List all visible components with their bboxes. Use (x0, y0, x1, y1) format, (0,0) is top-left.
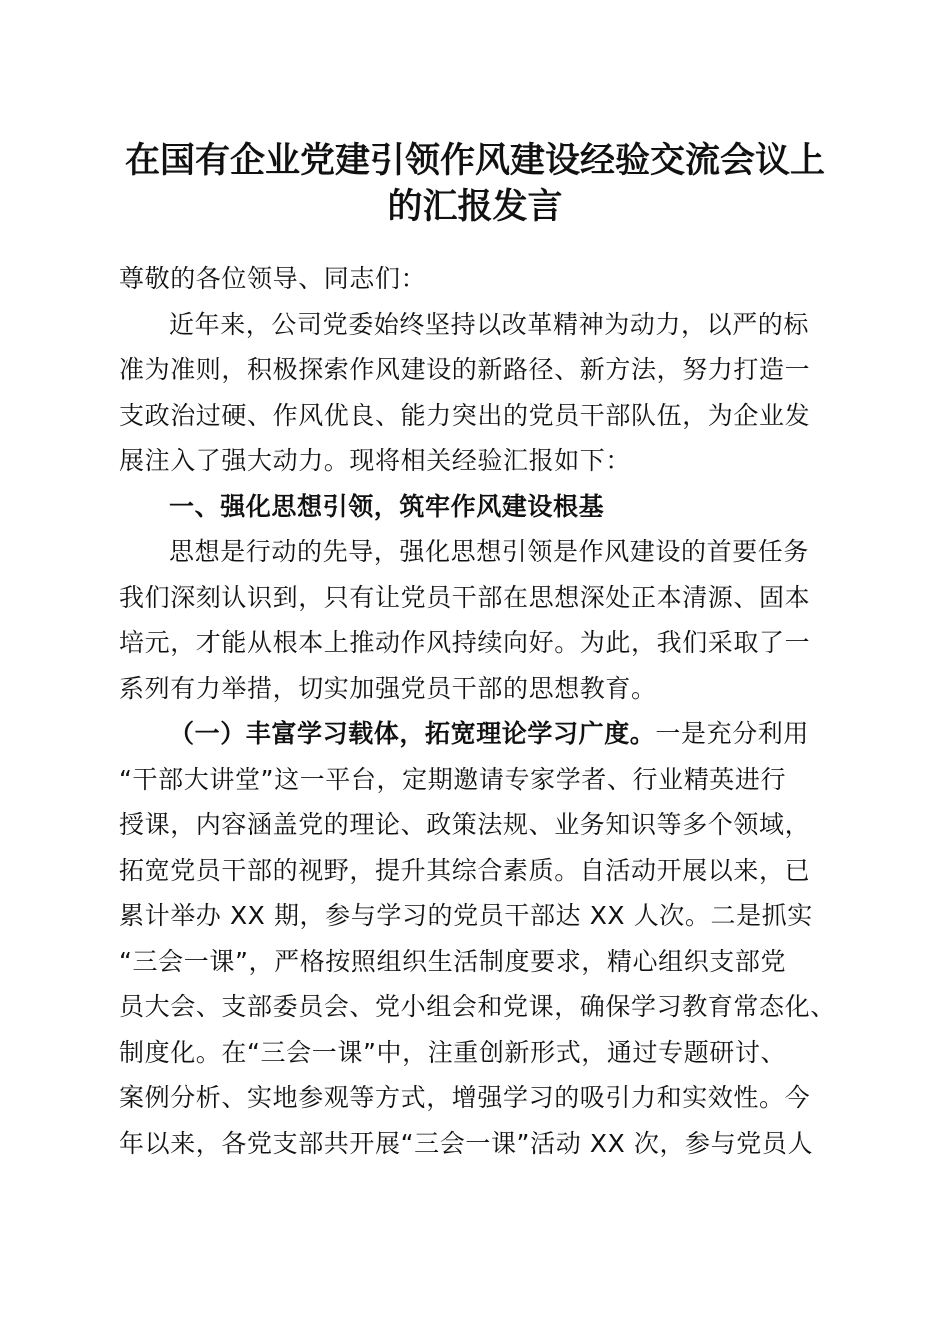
paragraph-line: 累计举办 XX 期，参与学习的党员干部达 XX 人次。二是抓实 (119, 901, 813, 930)
salutation: 尊敬的各位领导、同志们： (119, 264, 427, 293)
document-title (100, 138, 850, 230)
paragraph-line: 思想是行动的先导，强化思想引领是作风建设的首要任务 (169, 537, 810, 566)
subsection-first-line-text: 一是充分利用 (655, 719, 810, 748)
title-line-2: 的汇报发言 (387, 186, 563, 227)
document-body (119, 256, 839, 1166)
paragraph-line: 系列有力举措，切实加强党员干部的思想教育。 (119, 673, 657, 703)
paragraph-line: 授课，内容涵盖党的理论、政策法规、业务知识等多个领域， (119, 810, 811, 839)
paragraph-line: 案例分析、实地参观等方式，增强学习的吸引力和实效性。今 (119, 1083, 811, 1112)
intro-line: 支政治过硬、作风优良、能力突出的党员干部队伍，为企业发 (119, 400, 811, 430)
section-heading: 一、强化思想引领，筑牢作风建设根基 (169, 491, 605, 521)
title-line-1: 在国有企业党建引领作风建设经验交流会议上 (124, 140, 825, 181)
intro-line: 近年来，公司党委始终坚持以改革精神为动力，以严的标 (169, 309, 810, 339)
subsection-first-line (119, 711, 839, 757)
paragraph-line: “三会一课”，严格按照组织生活制度要求，精心组织支部党 (119, 946, 787, 976)
paragraph-line: 培元，才能从根本上推动作风持续向好。为此，我们采取了一 (119, 628, 811, 657)
paragraph-line: 我们深刻认识到，只有让党员干部在思想深处正本清源、固本 (119, 582, 811, 612)
intro-line: 准为准则，积极探索作风建设的新路径、新方法，努力打造一 (119, 355, 811, 384)
paragraph-line: 员大会、支部委员会、党小组会和党课，确保学习教育常态化、 (119, 992, 836, 1021)
paragraph-line: 拓宽党员干部的视野，提升其综合素质。自活动开展以来，已 (119, 855, 811, 885)
paragraph-line: 年以来，各党支部共开展“三会一课”活动 XX 次，参与党员人 (119, 1128, 814, 1158)
paragraph-line: 制度化。在“三会一课”中，注重创新形式，通过专题研讨、 (119, 1037, 787, 1067)
intro-line: 展注入了强大动力。现将相关经验汇报如下： (119, 446, 632, 475)
paragraph-line: “干部大讲堂”这一平台，定期邀请专家学者、行业精英进行 (119, 764, 787, 794)
subsection-heading: （一）丰富学习载体，拓宽理论学习广度。 (169, 719, 656, 748)
